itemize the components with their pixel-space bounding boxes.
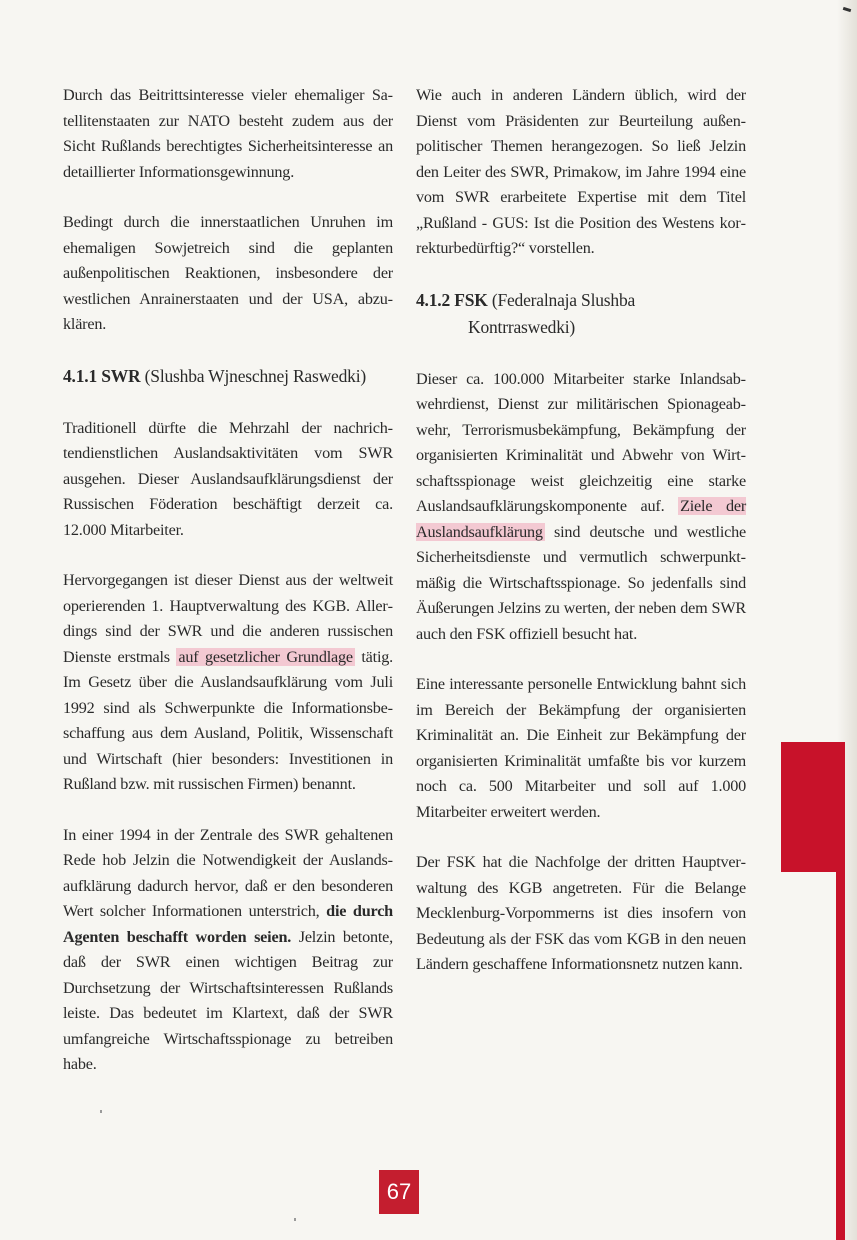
section-abbreviation: FSK — [454, 289, 488, 310]
left-column — [63, 83, 393, 1103]
text-run: sind deutsche und westliche Sicherheitsdienste und vermutlich schwerpunktmäßig die Wirtschaftsspionage. So jedenfalls sind Äußerungen Jelzins zu werten, der neben dem SWR auch den FSK offiziell besucht hat. — [416, 522, 746, 643]
paragraph-swr-overview: Traditionell dürfte die Mehrzahl der nachrichtendienstlichen Auslandsaktivitäten vom SWR ausgehen. Dieser Auslandsaufklärungsdienst der Russischen Föderation beschäftigt derzeit ca. 12.000 Mitarbeiter. — [63, 418, 393, 539]
text-run: Dieser ca. 100.000 Mitarbeiter starke Inlandsabwehrdienst, Dienst zur militärischen Spionageabwehr, Terrorismusbekämpfung, Bekämpfung der organisierten Kriminalität und Abwehr von Wirtschaftsspionage weist gleichzeitig eine starke Auslandsaufklärungskomponente auf. — [416, 369, 746, 515]
section-title: (Slushba Wjneschnej Raswedki) — [144, 365, 367, 386]
section-heading-swr — [63, 363, 393, 390]
section-title-continued: Kontrraswedki) — [468, 316, 576, 337]
paragraph-unrest: Bedingt durch die innerstaatlichen Unruhen im ehemaligen Sowjetreich sind die geplanten außenpolitischen Reaktionen, insbesondere der westlichen Anrainerstaaten und der USA, abzuklären. — [63, 213, 393, 333]
section-number: 4.1.2 — [416, 289, 451, 310]
paragraph-fsk-successor: Der FSK hat die Nachfolge der dritten Hauptverwaltung des KGB angetreten. Für die Belange Mecklenburg-Vorpommerns ist dies insofern von Bedeutung als der FSK das vom KGB in den neuen Ländern geschaffene Informationsnetz nutzen kann. — [416, 853, 746, 973]
scan-corner-mark — [843, 7, 852, 12]
section-number: 4.1.1 — [63, 365, 98, 386]
text-run: Hervorgegangen ist dieser Dienst aus der weltweit operierenden 1. Hauptverwaltung des KGB. Allerdings sind der SWR und die anderen russischen Dienste erstmals — [63, 571, 393, 666]
paragraph-jelzin-speech — [63, 823, 393, 1078]
section-abbreviation: SWR — [101, 365, 141, 386]
page-number: 67 — [379, 1170, 419, 1214]
scan-speck — [100, 1110, 102, 1113]
section-heading-fsk — [416, 287, 746, 341]
text-run: tätig. Im Gesetz über die Auslandsaufklärung vom Juli 1992 sind als Schwerpunkte die Informationsbeschaffung aus dem Ausland, Politik, Wissenschaft und Wirtschaft (hier besonders: Investitionen in Rußland bzw. mit russischen Firmen) benannt. — [63, 647, 393, 793]
paragraph-fsk-overview — [416, 367, 746, 648]
highlighted-text: auf gesetzlicher Grundlage — [178, 647, 353, 666]
chapter-side-bar — [836, 742, 845, 1240]
text-run: In einer 1994 in der Zentrale des SWR gehaltenen Rede hob Jelzin die Notwendigkeit der Auslandsaufklärung dadurch hervor, daß er den besonderen Wert solcher Informationen unterstrich, — [63, 825, 393, 920]
text-run: Jelzin betonte, daß der SWR einen wichtigen Beitrag zur Durchsetzung der Wirtschaftsinteressen Rußlands leiste. Das bedeutet im Klartext, daß der SWR umfangreiche Wirtschaftsspionage zu betreiben habe. — [63, 927, 393, 1073]
paragraph-swr-origin — [63, 568, 393, 798]
highlighted-text: Ziele der Auslandsaufklärung — [416, 497, 747, 541]
paragraph-nato-interest: Durch das Beitrittsinteresse vieler ehemaliger Satellitenstaaten zur NATO besteht zudem aus der Sicht Rußlands berechtigtes Sicherheitsinteresse an detaillierter Informationsgewinnung. — [63, 86, 393, 181]
right-column — [416, 83, 746, 1003]
scan-speck — [294, 1218, 296, 1221]
paragraph-organized-crime: Eine interessante personelle Entwicklung bahnt sich im Bereich der Bekämpfung der organisierten Kriminalität an. Die Einheit zur Bekämpfung der organisierten Kriminalität umfaßte bis vor kurzem noch ca. 500 Mitarbeiter und soll auf 1.000 Mitarbeiter erweitert werden. — [416, 675, 746, 821]
bold-text: die durch Agenten beschafft worden seien. — [63, 902, 393, 946]
paragraph-president-expertise: Wie auch in anderen Ländern üblich, wird der Dienst vom Präsidenten zur Beurteilung außenpolitischer Themen herangezogen. So ließ Jelzin den Leiter des SWR, Primakow, im Jahre 1994 eine vom SWR erarbeitete Expertise mit dem Titel „Rußland - GUS: Ist die Position des Westens korrekturbedürftig?“ vorstellen. — [416, 86, 746, 257]
section-title: (Federalnaja Slushba — [491, 289, 636, 310]
